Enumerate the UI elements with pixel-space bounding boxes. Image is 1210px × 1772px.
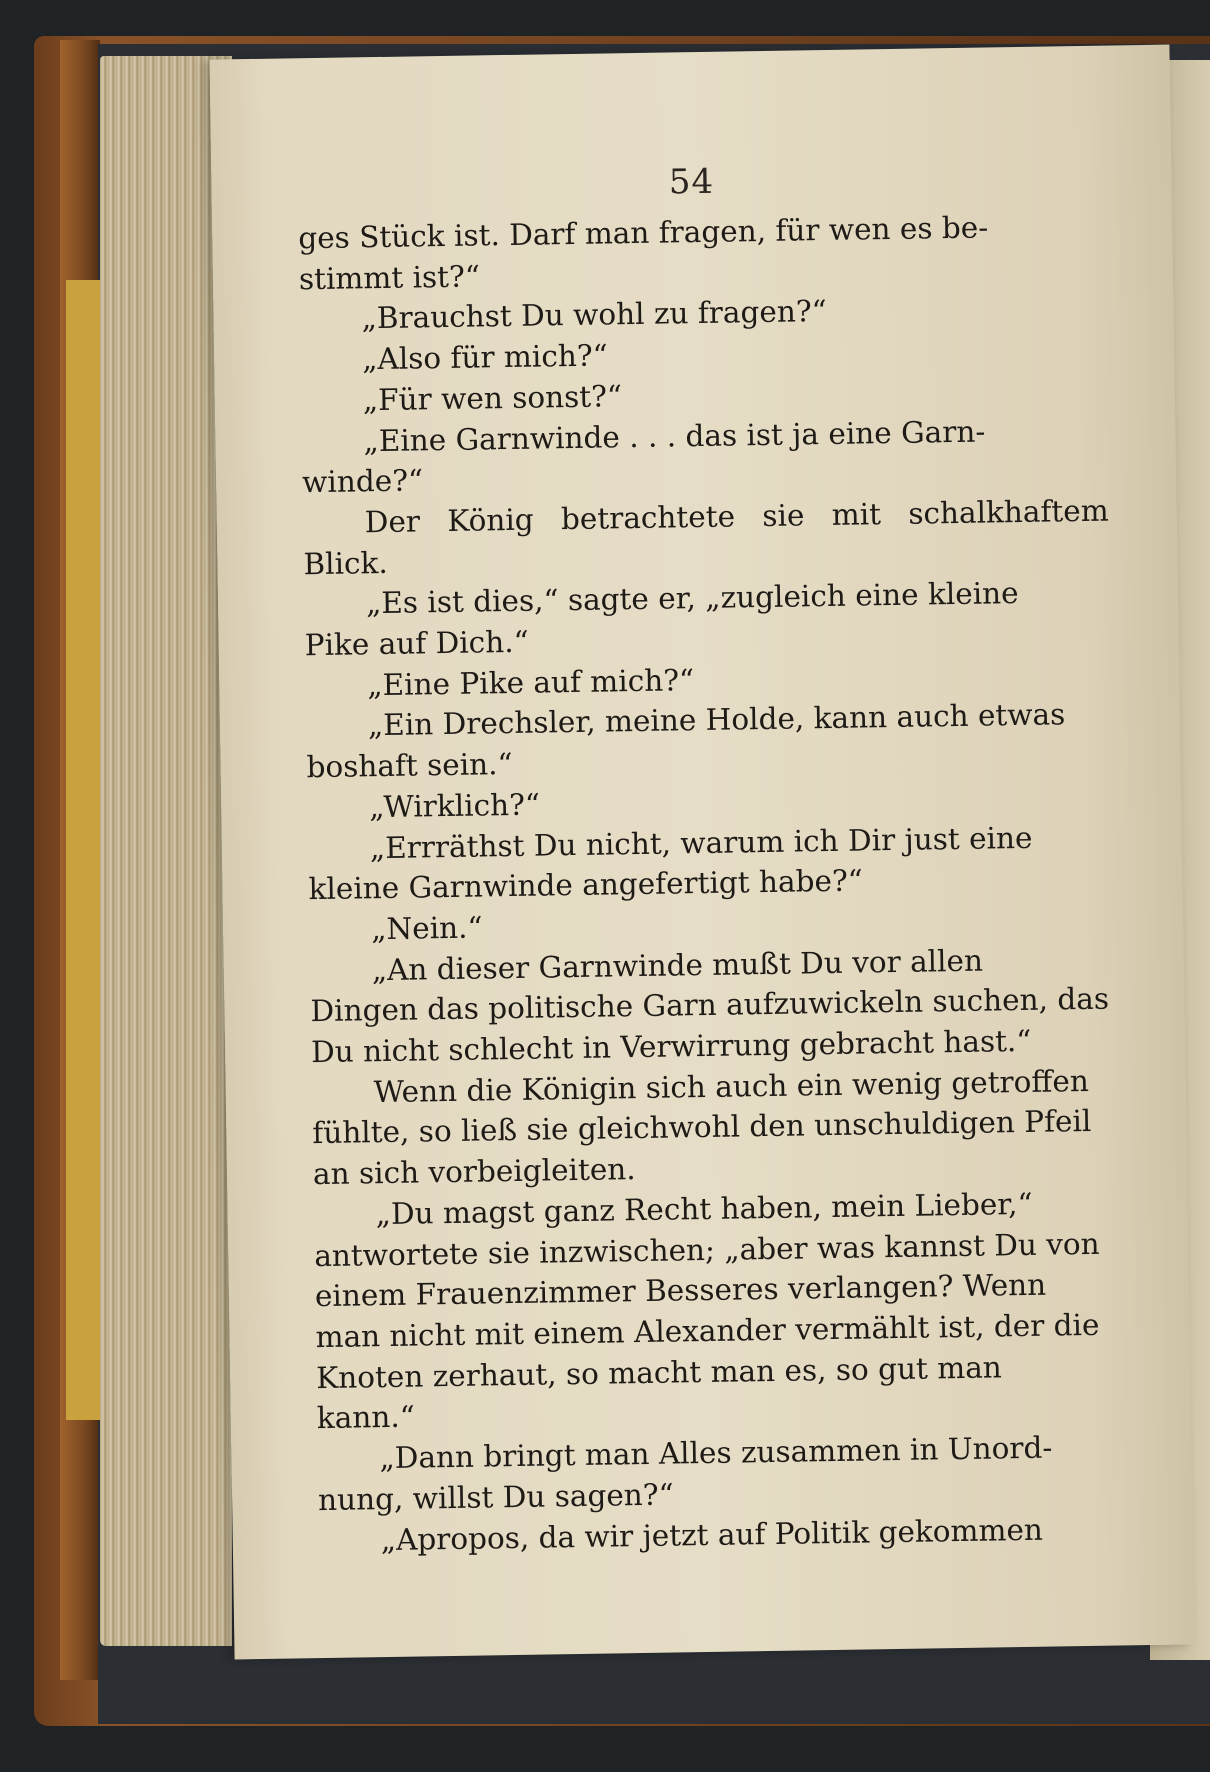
text-line: Der König betrachtete sie mit schalkhaftem Blick.: [303, 493, 1109, 581]
text-line: „Es ist dies,“ sagte er, „zugleich eine kleine: [365, 576, 1019, 621]
text-line: winde?“: [301, 463, 424, 500]
text-line: einem Frauenzimmer Besseres verlangen? Wenn: [314, 1267, 1047, 1314]
text-line: stimmt ist?“: [298, 259, 481, 296]
text-line: „An dieser Garnwinde mußt Du vor allen: [371, 943, 984, 987]
text-line: Pike auf Dich.“: [304, 624, 529, 663]
text-line: antwortete sie inzwischen; „aber was kannst Du von: [314, 1226, 1100, 1273]
page-number: 54: [668, 161, 715, 203]
text-line: man nicht mit einem Alexander vermählt ist, der die: [315, 1307, 1100, 1355]
text-line: „Wirklich?“: [368, 787, 541, 825]
text-line: Dingen das politische Garn aufzuwickeln suchen, das: [310, 981, 1110, 1029]
text-line: boshaft sein.“: [306, 747, 513, 785]
text-line: Knoten zerhaut, so macht man es, so gut man: [315, 1350, 1003, 1395]
text-line: „Brauchst Du wohl zu fragen?“: [361, 294, 827, 336]
text-line: „Apropos, da wir jetzt auf Politik gekommen: [380, 1512, 1044, 1557]
text-line: nung, willst Du sagen?“: [317, 1477, 674, 1517]
text-line: kleine Garnwinde angefertigt habe?“: [308, 863, 864, 907]
text-line: „Dann bringt man Alles zusammen in Unord-: [379, 1430, 1053, 1476]
text-line: Du nicht schlecht in Verwirrung gebracht hast.“: [310, 1023, 1032, 1070]
text-line: kann.“: [316, 1399, 416, 1436]
text-line: an sich vorbeigleiten.: [312, 1152, 636, 1192]
text-line: „Für wen sonst?“: [362, 379, 623, 418]
text-line: „Also für mich?“: [361, 338, 608, 377]
text-line: ges Stück ist. Darf man fragen, für wen es be-: [298, 210, 989, 256]
text-line: Wenn die Königin sich auch ein wenig getroffen: [373, 1063, 1090, 1109]
text-line: „Eine Pike auf mich?“: [367, 662, 695, 702]
page-text: [298, 206, 1125, 1562]
text-line: fühlte, so ließ sie gleichwohl den unschuldigen Pfeil: [312, 1104, 1092, 1151]
text-line: „Eine Garnwinde . . . das ist ja eine Garn-: [363, 414, 986, 458]
text-line: „Nein.“: [370, 910, 483, 947]
text-line: „Errräthst Du nicht, warum ich Dir just eine: [369, 820, 1033, 865]
text-line: „Du magst ganz Recht haben, mein Lieber,“: [375, 1186, 1033, 1232]
book-page: [209, 45, 1194, 1660]
text-line: „Ein Drechsler, meine Holde, kann auch etwas: [367, 697, 1066, 743]
